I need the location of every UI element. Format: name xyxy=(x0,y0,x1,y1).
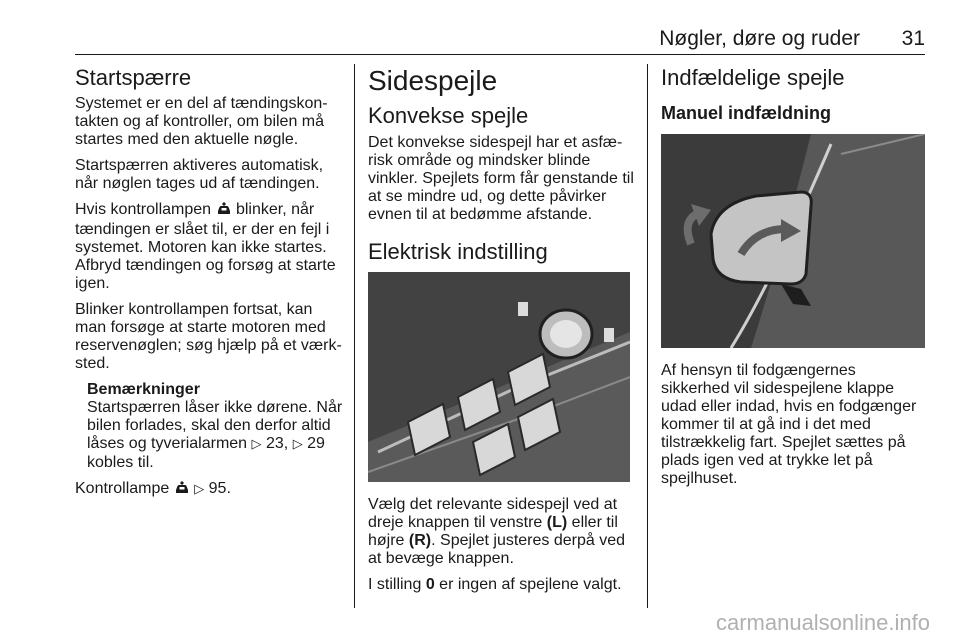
text-span: . Spejlet justeres derpå ved at bevæge knappen. xyxy=(368,532,626,567)
note-text xyxy=(87,399,345,472)
header-rule xyxy=(75,54,925,55)
text-span: Startspærren låser ikke dørene. Når bilen forlades, skal den derfor altid låses og tyverialarmen xyxy=(87,399,343,452)
column-divider xyxy=(354,64,355,608)
text-span: (L) xyxy=(546,514,568,531)
section-heading-sidespejle: Sidespejle xyxy=(368,65,498,96)
paragraph: Systemet er en del af tændingskon- takten og af kontroller, om bilen må startes med den aktuelle nøgle. xyxy=(75,95,328,148)
page-reference-link[interactable]: 23, xyxy=(265,435,289,452)
section-heading-startspaerre: Startspærre xyxy=(75,65,192,90)
paragraph xyxy=(75,201,345,293)
subheading-manual-folding: Manuel indfældning xyxy=(661,103,831,123)
text-span: (R) xyxy=(408,532,432,549)
page-reference-link[interactable]: 95. xyxy=(208,480,231,497)
paragraph: Det konvekse sidespejl har et asfæ- risk område og mindsker blinde vinkler. Spejlets form får genstande til at se mindre ud, og dette påvirker evnen til at bedømme afstande. xyxy=(368,134,634,223)
text-span: 0 xyxy=(425,576,435,593)
car-key-lamp-icon xyxy=(174,481,190,500)
arrow-ref-icon: ▷ xyxy=(292,437,303,452)
arrow-ref-icon: ▷ xyxy=(251,437,262,452)
header-title: Nøgler, døre og ruder xyxy=(659,27,860,50)
paragraph: Af hensyn til fodgængernes sikkerhed vil sidespejlene klappe udad eller indad, hvis en fodgænger kommer til at gå ind i det med tilstrækkelig fart. Spejlet sættes på plads igen ved at trykke let på spejlhuset. xyxy=(661,362,917,487)
folding-mirror-image xyxy=(661,134,925,348)
paragraph xyxy=(75,480,345,500)
note-box xyxy=(87,381,345,472)
text-span: eller til højre xyxy=(368,514,618,549)
column-folding-mirrors xyxy=(661,64,926,496)
paragraph: Blinker kontrollampen fortsat, kan man forsøge at starte motoren med reservenøglen; søg hjælp på et værk- sted. xyxy=(75,301,342,372)
arrow-ref-icon: ▷ xyxy=(194,482,205,497)
subheading-electric: Elektrisk indstilling xyxy=(368,239,548,264)
text-span: Vælg det relevante sidespejl ved at dreje knappen til venstre xyxy=(368,496,618,531)
note-title: Bemærkninger xyxy=(87,381,200,398)
column-divider xyxy=(647,64,648,608)
text-span: Hvis kontrollampen xyxy=(75,201,212,218)
text-span: kobles til. xyxy=(87,454,154,471)
paragraph xyxy=(368,576,636,594)
watermark: carmanualsonline.info xyxy=(715,610,930,635)
subheading-convex: Konvekse spejle xyxy=(368,103,529,128)
text-span: blinker, når tændingen er slået til, er der en fejl i systemet. Motoren kan ikke startes. Afbryd tændingen og forsøg at starte igen. xyxy=(75,201,336,292)
car-key-lamp-icon xyxy=(216,202,232,221)
text-span: Kontrollampe xyxy=(75,480,170,497)
section-heading-folding: Indfældelige spejle xyxy=(661,65,845,90)
paragraph: Startspærren aktiveres automatisk, når nøglen tages ud af tændingen. xyxy=(75,157,324,192)
text-span: I stilling xyxy=(368,576,422,593)
text-span: er ingen af spejlene valgt. xyxy=(439,576,622,593)
column-immobiliser xyxy=(75,64,345,508)
page-reference-link[interactable]: 29 xyxy=(307,435,325,452)
paragraph xyxy=(368,496,636,568)
column-side-mirrors xyxy=(368,64,636,602)
door-switch-panel-image xyxy=(368,272,630,482)
page-number: 31 xyxy=(901,27,925,50)
